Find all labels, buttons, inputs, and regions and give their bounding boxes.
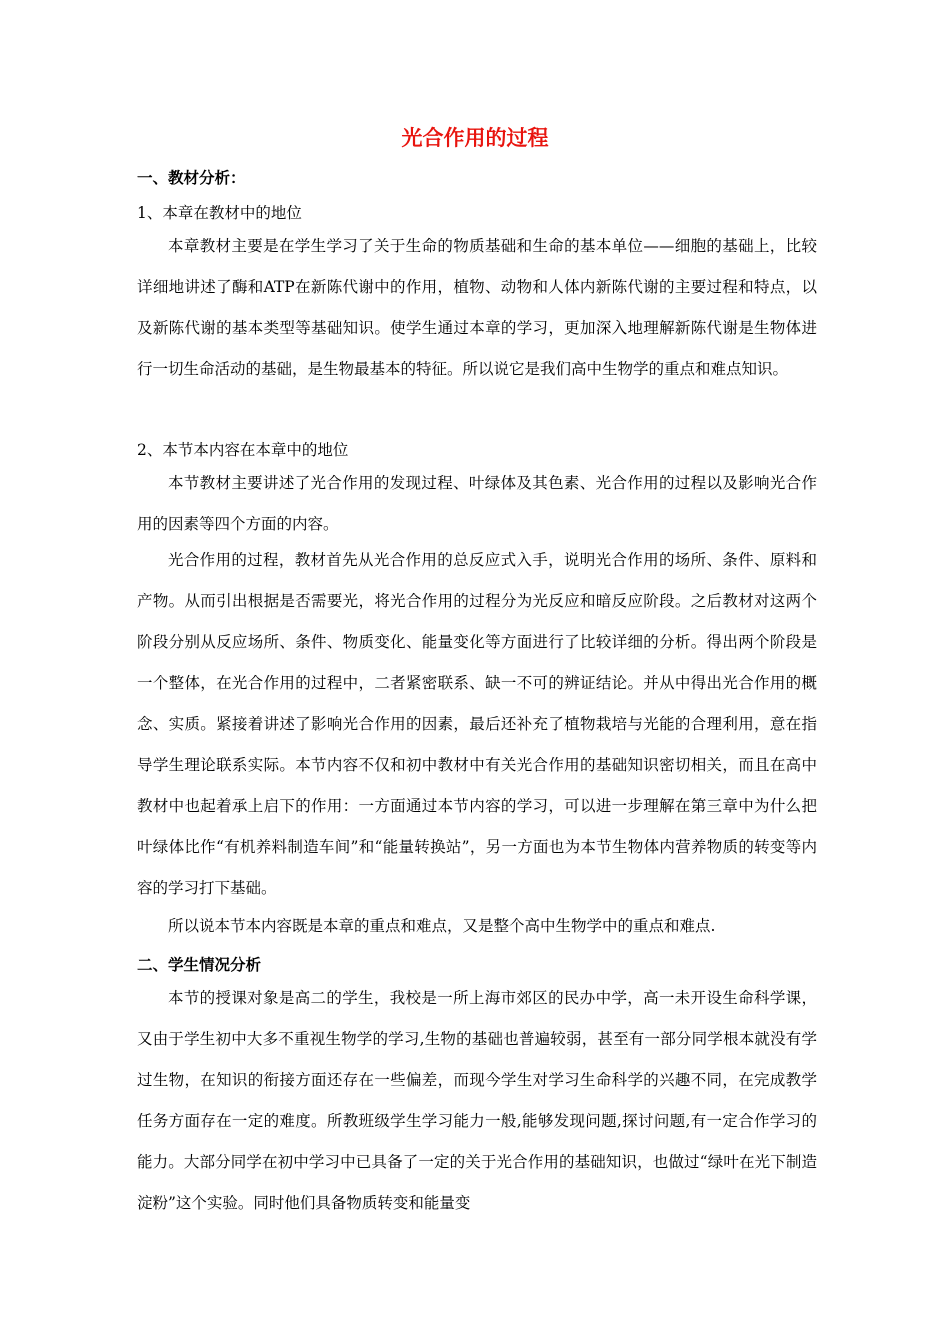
subsection-heading-section-position: 2、本节本内容在本章中的地位	[137, 441, 349, 459]
paragraph-chapter-position: 本章教材主要是在学生学习了关于生命的物质基础和生命的基本单位——细胞的基础上，比较详细地讲述了酶和ATP在新陈代谢中的作用，植物、动物和人体内新陈代谢的主要过程和特点，以及新陈代谢的基本类型等基础知识。使学生通过本章的学习，更加深入地理解新陈代谢是生物体进行一切生命活动的基础，是生物最基本的特征。所以说它是我们高中生物学的重点和难点知识。	[137, 237, 817, 378]
paragraph-photosynthesis-process: 光合作用的过程，教材首先从光合作用的总反应式入手，说明光合作用的场所、条件、原料和产物。从而引出根据是否需要光，将光合作用的过程分为光反应和暗反应阶段。之后教材对这两个阶段分别从反应场所、条件、物质变化、能量变化等方面进行了比较详细的分析。得出两个阶段是一个整体，在光合作用的过程中，二者紧密联系、缺一不可的辨证结论。并从中得出光合作用的概念、实质。紧接着讲述了影响光合作用的因素，最后还补充了植物栽培与光能的合理利用，意在指导学生理论联系实际。本节内容不仅和初中教材中有关光合作用的基础知识密切相关，而且在高中教材中也起着承上启下的作用：一方面通过本节内容的学习，可以进一步理解在第三章中为什么把叶绿体比作“有机养料制造车间”和“能量转换站”，另一方面也为本节生物体内营养物质的转变等内容的学习打下基础。	[137, 551, 817, 897]
paragraph-student-analysis: 本节的授课对象是高二的学生，我校是一所上海市郊区的民办中学，高一未开设生命科学课，又由于学生初中大多不重视生物学的学习,生物的基础也普遍较弱，甚至有一部分同学根本就没有学过生物，在知识的衔接方面还存在一些偏差，而现今学生对学习生命科学的兴趣不同，在完成教学任务方面存在一定的难度。所教班级学生学习能力一般,能够发现问题,探讨问题,有一定合作学习的能力。大部分同学在初中学习中已具备了一定的关于光合作用的基础知识，也做过“绿叶在光下制造淀粉”这个实验。同时他们具备物质转变和能量变	[137, 989, 817, 1212]
section-heading-student-analysis: 二、学生情况分析	[137, 956, 262, 974]
paragraph-section-content: 本节教材主要讲述了光合作用的发现过程、叶绿体及其色素、光合作用的过程以及影响光合作用的因素等四个方面的内容。	[137, 474, 817, 533]
section-heading-textbook-analysis: 一、教材分析：	[137, 169, 246, 187]
paragraph-conclusion: 所以说本节本内容既是本章的重点和难点，又是整个高中生物学中的重点和难点.	[168, 917, 716, 935]
subsection-heading-chapter-position: 1、本章在教材中的地位	[137, 204, 302, 222]
document-title: 光合作用的过程	[401, 126, 549, 150]
